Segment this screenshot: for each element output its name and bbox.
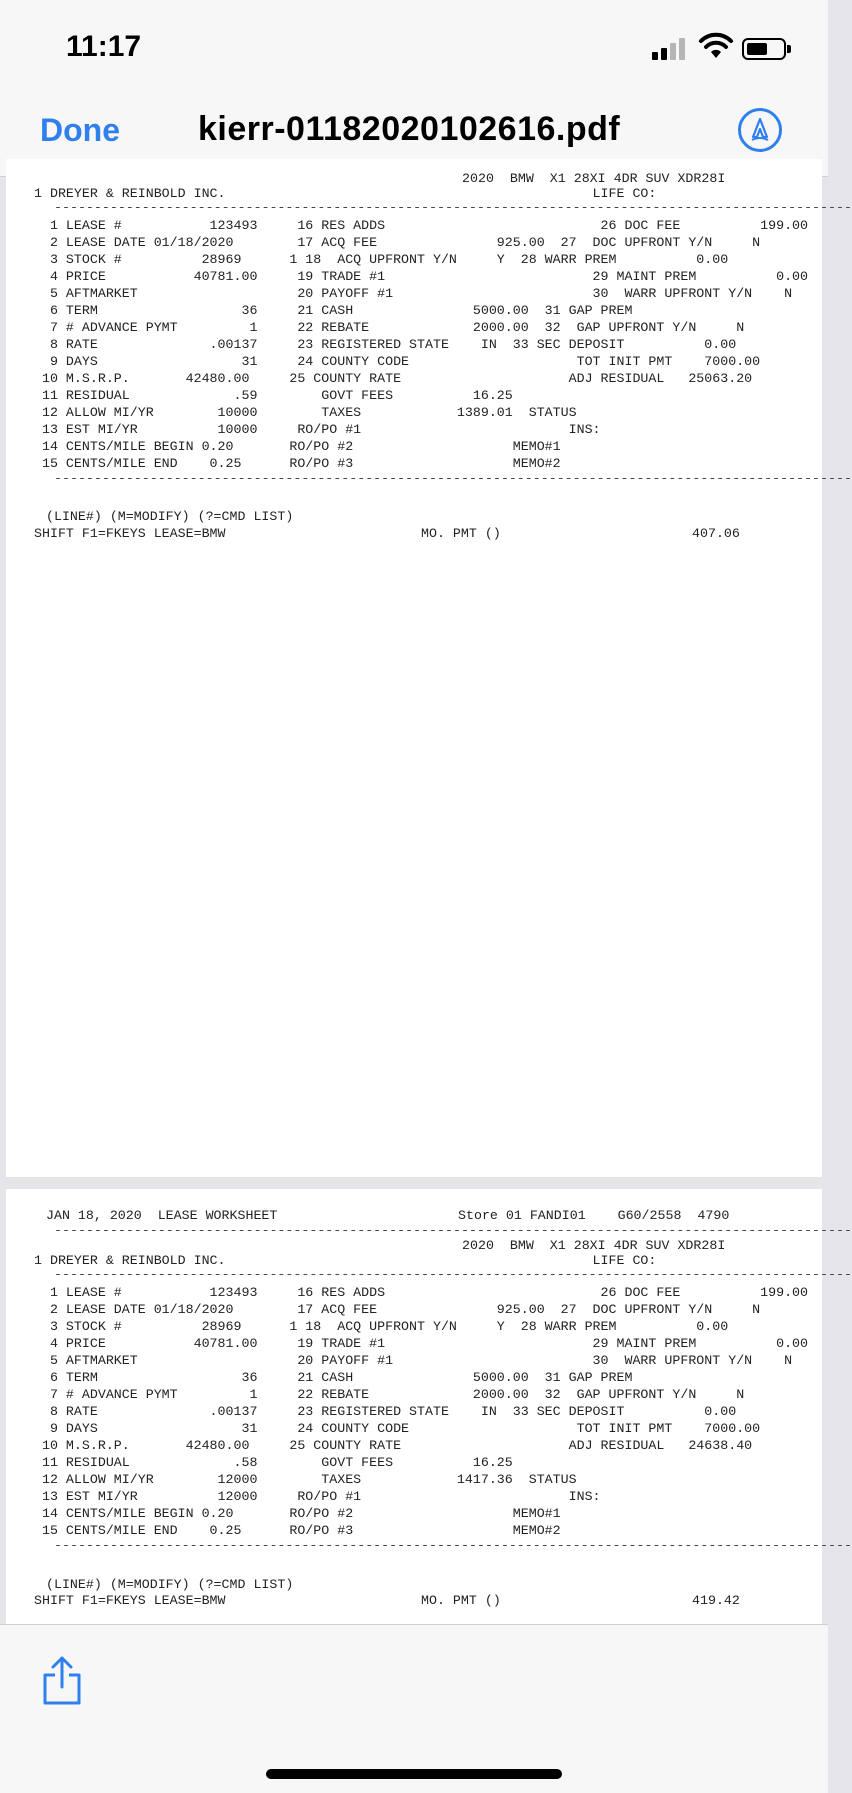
divider: ---------------------------------------------------------------------------------------------------- xyxy=(54,471,852,486)
worksheet-header: JAN 18, 2020 LEASE WORKSHEET xyxy=(38,1208,278,1223)
monthly-payment-label: MO. PMT () xyxy=(421,526,501,541)
worksheet-row: 8 RATE .00137 23 REGISTERED STATE IN 33 SEC DEPOSIT 0.00 xyxy=(34,337,737,352)
monthly-payment-value: 407.06 xyxy=(692,526,740,541)
worksheet-row: 13 EST MI/YR 12000 RO/PO #1 INS: xyxy=(34,1489,601,1504)
worksheet-row: 5 AFTMARKET 20 PAYOFF #1 30 WARR UPFRONT Y/N N xyxy=(34,286,793,301)
worksheet-row: 4 PRICE 40781.00 19 TRADE #1 29 MAINT PREM 0.00 xyxy=(34,269,809,284)
worksheet-row: 3 STOCK # 28969 1 18 ACQ UPFRONT Y/N Y 28 WARR PREM 0.00 xyxy=(34,1319,729,1334)
wifi-icon xyxy=(700,34,732,60)
worksheet-row: 12 ALLOW MI/YR 12000 TAXES 1417.36 STATUS xyxy=(34,1472,577,1487)
document-title: kierr-01182020102616.pdf xyxy=(198,110,621,148)
worksheet-row: 15 CENTS/MILE END 0.25 RO/PO #3 MEMO#2 xyxy=(34,1523,561,1538)
command-line: (LINE#) (M=MODIFY) (?=CMD LIST) xyxy=(38,509,294,524)
worksheet-row: 5 AFTMARKET 20 PAYOFF #1 30 WARR UPFRONT Y/N N xyxy=(34,1353,793,1368)
status-bar xyxy=(0,0,828,90)
dealer-line: 1 DREYER & REINBOLD INC. LIFE CO: xyxy=(34,186,657,201)
worksheet-row: 9 DAYS 31 24 COUNTY CODE TOT INIT PMT 7000.00 xyxy=(34,354,761,369)
command-line: (LINE#) (M=MODIFY) (?=CMD LIST) xyxy=(38,1577,294,1592)
worksheet-row: 4 PRICE 40781.00 19 TRADE #1 29 MAINT PREM 0.00 xyxy=(34,1336,809,1351)
markup-pen-icon[interactable] xyxy=(738,108,782,152)
monthly-payment-label: MO. PMT () xyxy=(421,1593,501,1608)
worksheet-row: 6 TERM 36 21 CASH 5000.00 31 GAP PREM xyxy=(34,303,633,318)
store-info: Store 01 FANDI01 G60/2558 4790 xyxy=(458,1208,730,1223)
worksheet-row: 12 ALLOW MI/YR 10000 TAXES 1389.01 STATUS xyxy=(34,405,577,420)
shift-keys-line: SHIFT F1=FKEYS LEASE=BMW xyxy=(34,1593,226,1608)
worksheet-row: 9 DAYS 31 24 COUNTY CODE TOT INIT PMT 7000.00 xyxy=(34,1421,761,1436)
worksheet-row: 8 RATE .00137 23 REGISTERED STATE IN 33 SEC DEPOSIT 0.00 xyxy=(34,1404,737,1419)
worksheet-row: 2 LEASE DATE 01/18/2020 17 ACQ FEE 925.00 27 DOC UPFRONT Y/N N xyxy=(34,235,761,250)
divider: ---------------------------------------------------------------------------------------------------- xyxy=(54,1223,852,1238)
vehicle-line: 2020 BMW X1 28XI 4DR SUV XDR28I xyxy=(462,171,726,186)
worksheet-row: 10 M.S.R.P. 42480.00 25 COUNTY RATE ADJ RESIDUAL 25063.20 xyxy=(34,371,753,386)
pdf-page-1 xyxy=(6,159,852,1177)
worksheet-row: 7 # ADVANCE PYMT 1 22 REBATE 2000.00 32 GAP UPFRONT Y/N N xyxy=(34,1387,745,1402)
worksheet-row: 1 LEASE # 123493 16 RES ADDS 26 DOC FEE 199.00 xyxy=(34,218,809,233)
dealer-line: 1 DREYER & REINBOLD INC. LIFE CO: xyxy=(34,1253,657,1268)
worksheet-row: 11 RESIDUAL .59 GOVT FEES 16.25 xyxy=(34,388,513,403)
worksheet-row: 6 TERM 36 21 CASH 5000.00 31 GAP PREM xyxy=(34,1370,633,1385)
vehicle-line: 2020 BMW X1 28XI 4DR SUV XDR28I xyxy=(462,1238,726,1253)
divider: ---------------------------------------------------------------------------------------------------- xyxy=(54,1538,852,1553)
share-icon[interactable] xyxy=(40,1655,84,1707)
status-time: 11:17 xyxy=(66,30,142,63)
divider: ---------------------------------------------------------------------------------------------------- xyxy=(54,200,852,215)
worksheet-row: 14 CENTS/MILE BEGIN 0.20 RO/PO #2 MEMO#1 xyxy=(34,1506,561,1521)
worksheet-row: 11 RESIDUAL .58 GOVT FEES 16.25 xyxy=(34,1455,513,1470)
cellular-signal-icon xyxy=(652,36,686,60)
divider: ---------------------------------------------------------------------------------------------------- xyxy=(54,1267,852,1282)
worksheet-row: 1 LEASE # 123493 16 RES ADDS 26 DOC FEE 199.00 xyxy=(34,1285,809,1300)
worksheet-row: 13 EST MI/YR 10000 RO/PO #1 INS: xyxy=(34,422,601,437)
worksheet-row: 14 CENTS/MILE BEGIN 0.20 RO/PO #2 MEMO#1 xyxy=(34,439,561,454)
bottom-toolbar xyxy=(0,1624,828,1793)
done-button[interactable]: Done xyxy=(40,112,120,148)
pdf-viewer[interactable] xyxy=(0,171,852,1624)
worksheet-row: 15 CENTS/MILE END 0.25 RO/PO #3 MEMO#2 xyxy=(34,456,561,471)
pdf-page-2 xyxy=(6,1189,852,1649)
worksheet-row: 2 LEASE DATE 01/18/2020 17 ACQ FEE 925.00 27 DOC UPFRONT Y/N N xyxy=(34,1302,761,1317)
worksheet-row: 3 STOCK # 28969 1 18 ACQ UPFRONT Y/N Y 28 WARR PREM 0.00 xyxy=(34,252,729,267)
monthly-payment-value: 419.42 xyxy=(692,1593,740,1608)
shift-keys-line: SHIFT F1=FKEYS LEASE=BMW xyxy=(34,526,226,541)
worksheet-row: 10 M.S.R.P. 42480.00 25 COUNTY RATE ADJ RESIDUAL 24638.40 xyxy=(34,1438,753,1453)
battery-icon xyxy=(742,38,786,60)
home-indicator xyxy=(266,1769,562,1779)
worksheet-row: 7 # ADVANCE PYMT 1 22 REBATE 2000.00 32 GAP UPFRONT Y/N N xyxy=(34,320,745,335)
